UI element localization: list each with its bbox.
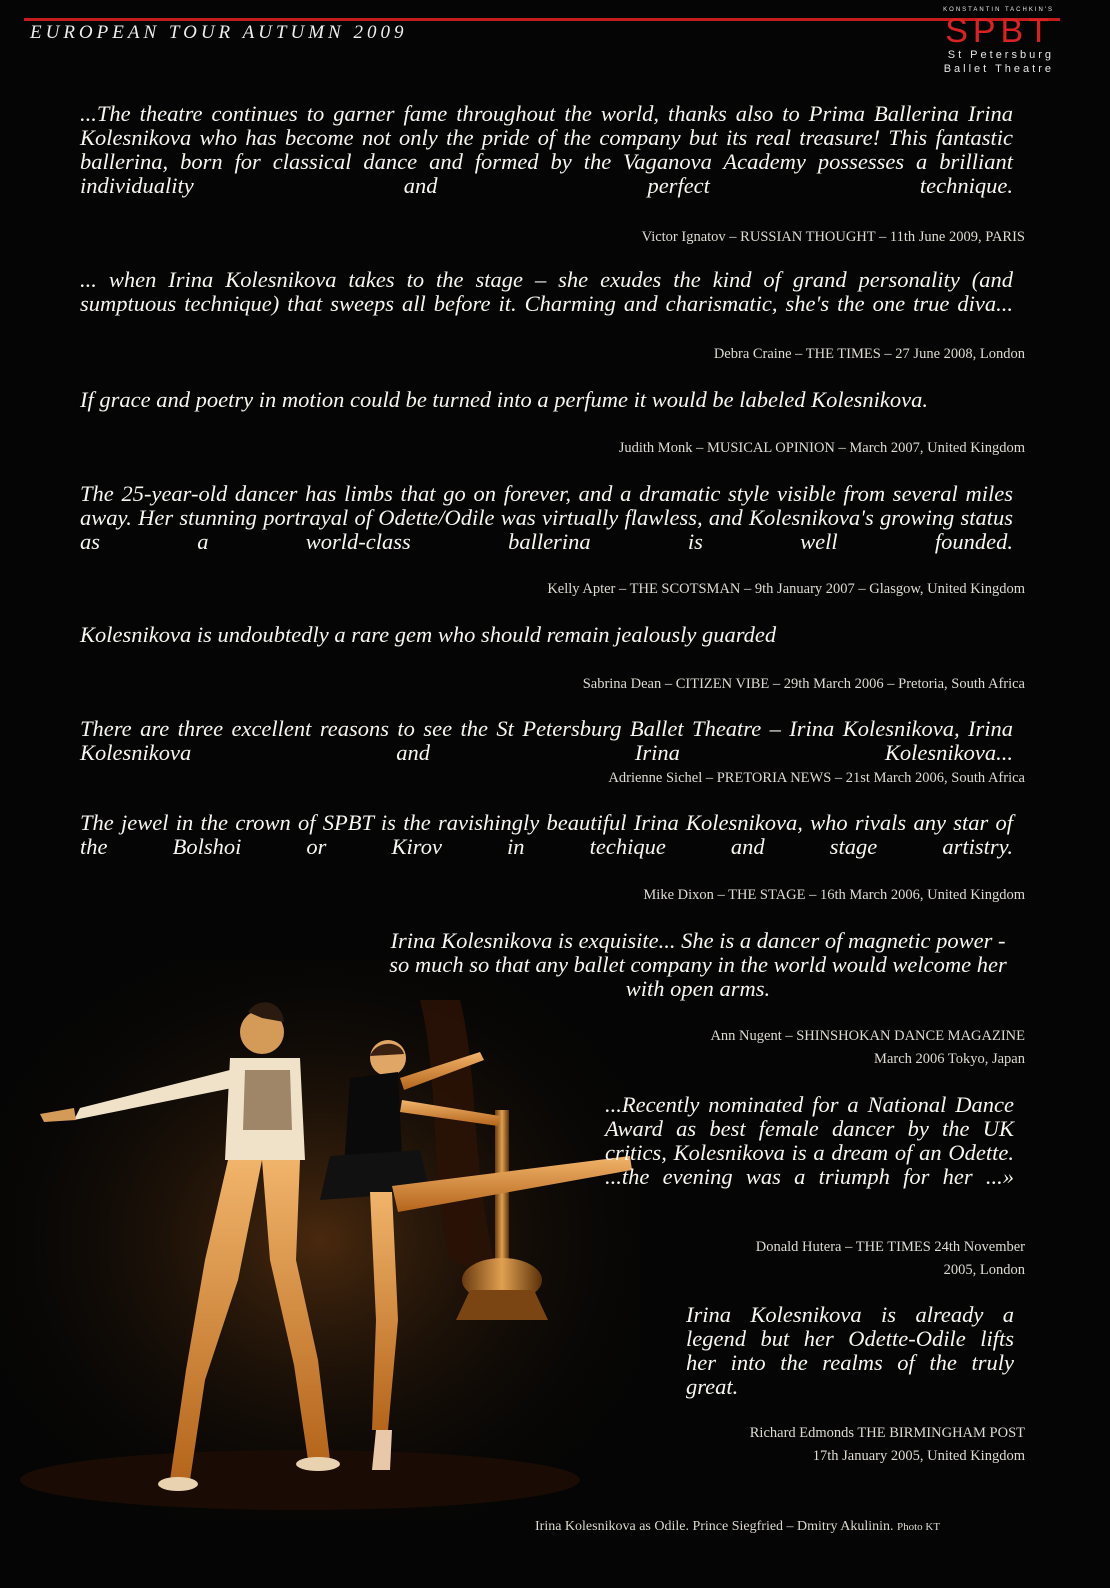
review-quote-8: Irina Kolesnikova is exquisite... She is a dancer of magnetic power - so much so that any ballet company in the world would welcome her with open arms. <box>389 928 1007 1001</box>
review-quote-1: ...The theatre continues to garner fame throughout the world, thanks also to Prima Ballerina Irina Kolesnikova who has become not only the pride of the company but its real treasure! This fantastic ballerina, born for classical dance and formed by the Vaganova Academy possesses a brilliant individuality and perfect technique. <box>80 101 1013 198</box>
review-source-6: Adrienne Sichel – PRETORIA NEWS – 21st March 2006, South Africa <box>608 770 1025 786</box>
page-title: EUROPEAN TOUR AUTUMN 2009 <box>30 22 408 43</box>
photo-caption <box>535 1519 940 1535</box>
review-source-4: Kelly Apter – THE SCOTSMAN – 9th January 2007 – Glasgow, United Kingdom <box>547 581 1025 597</box>
review-source-3: Judith Monk – MUSICAL OPINION – March 2007, United Kingdom <box>618 440 1025 456</box>
ballet-photo <box>0 960 640 1520</box>
header-red-rule <box>24 18 1060 21</box>
review-quote-6: There are three excellent reasons to see the St Petersburg Ballet Theatre – Irina Kolesnikova, Irina Kolesnikova and Irina Kolesnikova... <box>80 716 1013 765</box>
logo-founder-text: KONSTANTIN TACHKIN'S <box>943 7 1054 13</box>
review-source-10: Richard Edmonds THE BIRMINGHAM POST 17th January 2005, United Kingdom <box>749 1425 1025 1464</box>
logo-mark: SPBT <box>945 12 1054 50</box>
review-quote-2: ... when Irina Kolesnikova takes to the stage – she exudes the kind of grand personality (and sumptuous technique) that sweeps all before it. Charming and charismatic, she's the one true diva... <box>80 267 1013 316</box>
review-quote-4: The 25-year-old dancer has limbs that go on forever, and a dramatic style visible from several miles away. Her stunning portrayal of Odette/Odile was virtually flawless, and Kolesnikova's growing status as a world-class ballerina is well founded. <box>80 481 1013 554</box>
caption-credit: Photo KT <box>897 1521 941 1533</box>
review-quote-3: If grace and poetry in motion could be turned into a perfume it would be labeled Kolesnikova. <box>80 387 928 412</box>
review-quote-10: Irina Kolesnikova is already a legend but her Odette-Odile lifts her into the realms of the truly great. <box>686 1302 1014 1399</box>
review-quote-9: ...Recently nominated for a National Dance Award as best female dancer by the UK critics, Kolesnikova is a dream of an Odette. ...the evening was a triumph for her ...» <box>605 1092 1014 1189</box>
review-source-2: Debra Craine – THE TIMES – 27 June 2008, London <box>713 346 1025 362</box>
review-quote-5: Kolesnikova is undoubtedly a rare gem who should remain jealously guarded <box>80 622 777 647</box>
logo-line-2: Ballet Theatre <box>943 63 1054 75</box>
review-source-5: Sabrina Dean – CITIZEN VIBE – 29th March 2006 – Pretoria, South Africa <box>582 676 1025 692</box>
caption-text: Irina Kolesnikova as Odile. Prince Siegfried – Dmitry Akulinin. <box>535 1519 894 1534</box>
logo-line-1: St Petersburg <box>947 49 1054 61</box>
review-source-7: Mike Dixon – THE STAGE – 16th March 2006, United Kingdom <box>643 887 1025 903</box>
review-source-9: Donald Hutera – THE TIMES 24th November 2005, London <box>755 1239 1025 1278</box>
review-quote-7: The jewel in the crown of SPBT is the ravishingly beautiful Irina Kolesnikova, who rivals any star of the Bolshoi or Kirov in techique and stage artistry. <box>80 810 1013 859</box>
review-source-1: Victor Ignatov – RUSSIAN THOUGHT – 11th June 2009, PARIS <box>641 229 1025 245</box>
spbt-logo <box>914 7 1054 76</box>
review-source-8: Ann Nugent – SHINSHOKAN DANCE MAGAZINE March 2006 Tokyo, Japan <box>710 1028 1025 1067</box>
